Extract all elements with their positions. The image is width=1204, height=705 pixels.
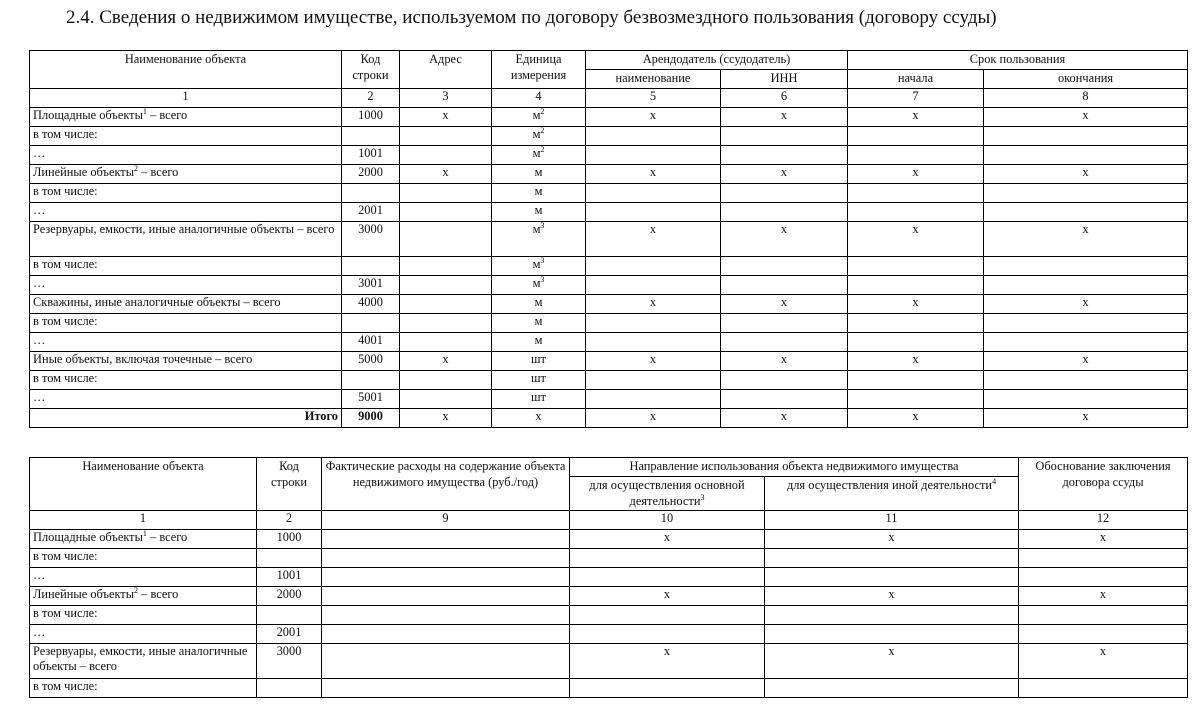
row-address (400, 184, 492, 203)
row-code: 4001 (342, 333, 400, 352)
row-cell-c6 (721, 203, 848, 222)
row-cell-c9 (322, 568, 570, 587)
row-cell-c7: х (848, 165, 984, 184)
table-row (30, 127, 1188, 146)
row-cell-c9 (322, 679, 570, 698)
header-term-start: начала (848, 70, 984, 89)
row-address (400, 257, 492, 276)
row-cell-c9 (322, 606, 570, 625)
row-code (257, 679, 322, 698)
row-cell-c8 (984, 146, 1188, 165)
row-code: 3000 (257, 644, 322, 679)
table-row (30, 146, 1188, 165)
row-code: 1000 (342, 108, 400, 127)
row-cell-c7 (848, 146, 984, 165)
header-term-end: окончания (984, 70, 1188, 89)
row-name: в том числе: (30, 257, 342, 276)
header-name: Наименование объекта (30, 51, 342, 89)
row-cell-c11 (765, 625, 1019, 644)
table-row (30, 295, 1188, 314)
row-address: х (400, 108, 492, 127)
row-code (257, 606, 322, 625)
row-cell-c5: х (586, 352, 721, 371)
column-numbers-row (30, 89, 1188, 108)
row-cell-c7 (848, 333, 984, 352)
row-cell-c5: х (586, 108, 721, 127)
row-unit: м (492, 333, 586, 352)
total-row (30, 409, 1188, 428)
row-cell-c6 (721, 184, 848, 203)
column-number: 7 (848, 89, 984, 108)
row-cell-c10 (570, 625, 765, 644)
column-number: 6 (721, 89, 848, 108)
row-cell-c7: х (848, 108, 984, 127)
row-name: Площадные объекты$^1$ – всего (30, 108, 342, 127)
table-row (30, 587, 1188, 606)
row-cell-c7: х (848, 222, 984, 257)
total-code: 9000 (342, 409, 400, 428)
row-code: 1000 (257, 530, 322, 549)
row-name: в том числе: (30, 606, 257, 625)
header-justification: Обоснование заключения договора ссуды (1019, 458, 1188, 511)
row-cell-c5 (586, 203, 721, 222)
row-cell-c8 (984, 127, 1188, 146)
row-unit: $м^2$ (492, 146, 586, 165)
header-lessor-inn: ИНН (721, 70, 848, 89)
row-cell-c7 (848, 184, 984, 203)
row-code: 3001 (342, 276, 400, 295)
row-name: Резервуары, емкости, иные аналогичные объекты – всего (30, 222, 342, 257)
header-name: Наименование объекта (30, 458, 257, 511)
table-row (30, 530, 1188, 549)
row-cell-c12: х (1019, 644, 1188, 679)
row-unit: шт (492, 352, 586, 371)
row-name: … (30, 146, 342, 165)
column-number: 2 (342, 89, 400, 108)
table-row (30, 276, 1188, 295)
row-address (400, 127, 492, 146)
row-cell-c11: х (765, 530, 1019, 549)
row-cell-c12 (1019, 568, 1188, 587)
row-cell-c7: х (848, 295, 984, 314)
row-unit: м (492, 184, 586, 203)
row-name: Площадные объекты$^1$ – всего (30, 530, 257, 549)
row-cell-c6: х (721, 352, 848, 371)
row-cell-c8 (984, 333, 1188, 352)
row-cell-c5: х (586, 222, 721, 257)
row-cell-c6 (721, 276, 848, 295)
header-main-activity: для осуществления основной деятельности$^3$ (570, 477, 765, 511)
row-cell-c5 (586, 146, 721, 165)
row-code: 2000 (342, 165, 400, 184)
row-name: в том числе: (30, 127, 342, 146)
row-cell-c11 (765, 606, 1019, 625)
row-name: Резервуары, емкости, иные аналогичные объекты – всего (30, 644, 257, 679)
row-cell-c6 (721, 257, 848, 276)
header-term: Срок пользования (848, 51, 1188, 70)
row-name: … (30, 625, 257, 644)
row-cell-c6 (721, 390, 848, 409)
row-cell-c10: х (570, 530, 765, 549)
row-cell-c11: х (765, 644, 1019, 679)
header-expenses: Фактические расходы на содержание объекта недвижимого имущества (руб./год) (322, 458, 570, 511)
row-cell-c6: х (721, 222, 848, 257)
row-address (400, 371, 492, 390)
row-name: Линейные объекты$^2$ – всего (30, 587, 257, 606)
row-name: … (30, 203, 342, 222)
row-cell-c10 (570, 606, 765, 625)
column-numbers-row (30, 511, 1188, 530)
row-cell-c9 (322, 530, 570, 549)
column-number: 3 (400, 89, 492, 108)
column-number: 1 (30, 511, 257, 530)
row-unit: м (492, 314, 586, 333)
column-number: 4 (492, 89, 586, 108)
row-cell-c12: х (1019, 587, 1188, 606)
row-code: 5001 (342, 390, 400, 409)
table-row (30, 314, 1188, 333)
row-code (342, 184, 400, 203)
total-cell-address: х (400, 409, 492, 428)
row-unit: $м^3$ (492, 276, 586, 295)
row-code: 1001 (342, 146, 400, 165)
row-address (400, 295, 492, 314)
row-cell-c8: х (984, 165, 1188, 184)
row-cell-c11 (765, 679, 1019, 698)
row-cell-c8 (984, 257, 1188, 276)
row-cell-c8 (984, 276, 1188, 295)
table-row (30, 165, 1188, 184)
column-number: 12 (1019, 511, 1188, 530)
row-cell-c12 (1019, 679, 1188, 698)
real-estate-table (29, 50, 1188, 428)
row-code (342, 314, 400, 333)
row-cell-c6 (721, 127, 848, 146)
row-cell-c11 (765, 568, 1019, 587)
table-row (30, 108, 1188, 127)
row-cell-c5 (586, 314, 721, 333)
row-cell-c7 (848, 314, 984, 333)
row-code: 2001 (257, 625, 322, 644)
row-address (400, 390, 492, 409)
row-cell-c5 (586, 333, 721, 352)
row-code (342, 127, 400, 146)
row-cell-c12 (1019, 549, 1188, 568)
row-code (342, 371, 400, 390)
row-cell-c8: х (984, 222, 1188, 257)
row-cell-c10: х (570, 644, 765, 679)
row-name: в том числе: (30, 184, 342, 203)
row-cell-c7 (848, 371, 984, 390)
table-row (30, 333, 1188, 352)
total-cell-c6: х (721, 409, 848, 428)
row-cell-c8: х (984, 108, 1188, 127)
row-address (400, 203, 492, 222)
row-cell-c11 (765, 549, 1019, 568)
row-cell-c9 (322, 644, 570, 679)
total-label: Итого (30, 409, 342, 428)
row-cell-c8 (984, 184, 1188, 203)
row-cell-c6 (721, 314, 848, 333)
row-address: х (400, 352, 492, 371)
row-name: … (30, 333, 342, 352)
section-title: 2.4. Сведения о недвижимом имуществе, используемом по договору безвозмездного пользования (договору ссуды) (66, 7, 997, 28)
row-cell-c10: х (570, 587, 765, 606)
row-name: Линейные объекты$^2$ – всего (30, 165, 342, 184)
row-code: 2000 (257, 587, 322, 606)
row-unit: $м^2$ (492, 127, 586, 146)
row-cell-c12 (1019, 625, 1188, 644)
table-row (30, 679, 1188, 698)
row-cell-c10 (570, 679, 765, 698)
table-row (30, 625, 1188, 644)
row-cell-c6 (721, 333, 848, 352)
row-name: … (30, 390, 342, 409)
table-row (30, 390, 1188, 409)
header-lessor-name: наименование (586, 70, 721, 89)
row-code (342, 257, 400, 276)
total-cell-c5: х (586, 409, 721, 428)
header-address: Адрес (400, 51, 492, 89)
header-code: Код строки (342, 51, 400, 89)
row-cell-c8: х (984, 295, 1188, 314)
column-number: 1 (30, 89, 342, 108)
row-cell-c7 (848, 257, 984, 276)
row-unit: м (492, 295, 586, 314)
row-cell-c5 (586, 257, 721, 276)
row-cell-c12 (1019, 606, 1188, 625)
table-row (30, 371, 1188, 390)
row-unit: шт (492, 371, 586, 390)
column-number: 11 (765, 511, 1019, 530)
row-cell-c8: х (984, 352, 1188, 371)
row-code: 4000 (342, 295, 400, 314)
row-cell-c7 (848, 127, 984, 146)
row-unit: м (492, 165, 586, 184)
row-unit: м (492, 203, 586, 222)
table-row (30, 606, 1188, 625)
row-cell-c11: х (765, 587, 1019, 606)
header-code: Код строки (257, 458, 322, 511)
row-cell-c5 (586, 127, 721, 146)
row-cell-c5 (586, 390, 721, 409)
row-cell-c5 (586, 184, 721, 203)
row-cell-c6: х (721, 108, 848, 127)
row-unit: шт (492, 390, 586, 409)
column-number: 2 (257, 511, 322, 530)
total-cell-c7: х (848, 409, 984, 428)
row-cell-c8 (984, 203, 1188, 222)
row-cell-c7 (848, 390, 984, 409)
row-name: … (30, 276, 342, 295)
row-cell-c5: х (586, 295, 721, 314)
column-number: 10 (570, 511, 765, 530)
row-address (400, 146, 492, 165)
row-name: Скважины, иные аналогичные объекты – всего (30, 295, 342, 314)
row-unit: $м^2$ (492, 108, 586, 127)
row-cell-c8 (984, 390, 1188, 409)
row-cell-c10 (570, 568, 765, 587)
table-row (30, 203, 1188, 222)
row-code: 5000 (342, 352, 400, 371)
row-address (400, 314, 492, 333)
row-cell-c7 (848, 203, 984, 222)
row-address (400, 333, 492, 352)
table-row (30, 568, 1188, 587)
row-address (400, 276, 492, 295)
row-cell-c6 (721, 146, 848, 165)
header-lessor: Арендодатель (ссудодатель) (586, 51, 848, 70)
row-cell-c5 (586, 371, 721, 390)
row-cell-c9 (322, 587, 570, 606)
row-cell-c7 (848, 276, 984, 295)
row-cell-c12: х (1019, 530, 1188, 549)
table-row (30, 184, 1188, 203)
row-unit: $м^3$ (492, 222, 586, 257)
total-cell-c8: х (984, 409, 1188, 428)
row-cell-c8 (984, 371, 1188, 390)
total-cell-unit: х (492, 409, 586, 428)
table-row (30, 222, 1188, 257)
header-direction: Направление использования объекта недвижимого имущества (570, 458, 1019, 477)
row-cell-c6: х (721, 295, 848, 314)
header-unit: Единица измерения (492, 51, 586, 89)
table-row (30, 352, 1188, 371)
row-cell-c10 (570, 549, 765, 568)
row-cell-c8 (984, 314, 1188, 333)
row-name: в том числе: (30, 549, 257, 568)
column-number: 8 (984, 89, 1188, 108)
column-number: 9 (322, 511, 570, 530)
row-code: 3000 (342, 222, 400, 257)
row-address: х (400, 165, 492, 184)
row-cell-c6: х (721, 165, 848, 184)
row-cell-c6 (721, 371, 848, 390)
row-cell-c9 (322, 625, 570, 644)
header-other-activity: для осуществления иной деятельности$^4$ (765, 477, 1019, 511)
table-row (30, 549, 1188, 568)
row-name: Иные объекты, включая точечные – всего (30, 352, 342, 371)
row-name: … (30, 568, 257, 587)
row-code: 1001 (257, 568, 322, 587)
row-unit: $м^3$ (492, 257, 586, 276)
row-cell-c7: х (848, 352, 984, 371)
row-cell-c5 (586, 276, 721, 295)
row-name: в том числе: (30, 314, 342, 333)
table-row (30, 644, 1188, 679)
row-address (400, 222, 492, 257)
row-name: в том числе: (30, 679, 257, 698)
usage-table (29, 457, 1188, 698)
row-code (257, 549, 322, 568)
table-row (30, 257, 1188, 276)
row-cell-c9 (322, 549, 570, 568)
row-name: в том числе: (30, 371, 342, 390)
row-cell-c5: х (586, 165, 721, 184)
column-number: 5 (586, 89, 721, 108)
row-code: 2001 (342, 203, 400, 222)
